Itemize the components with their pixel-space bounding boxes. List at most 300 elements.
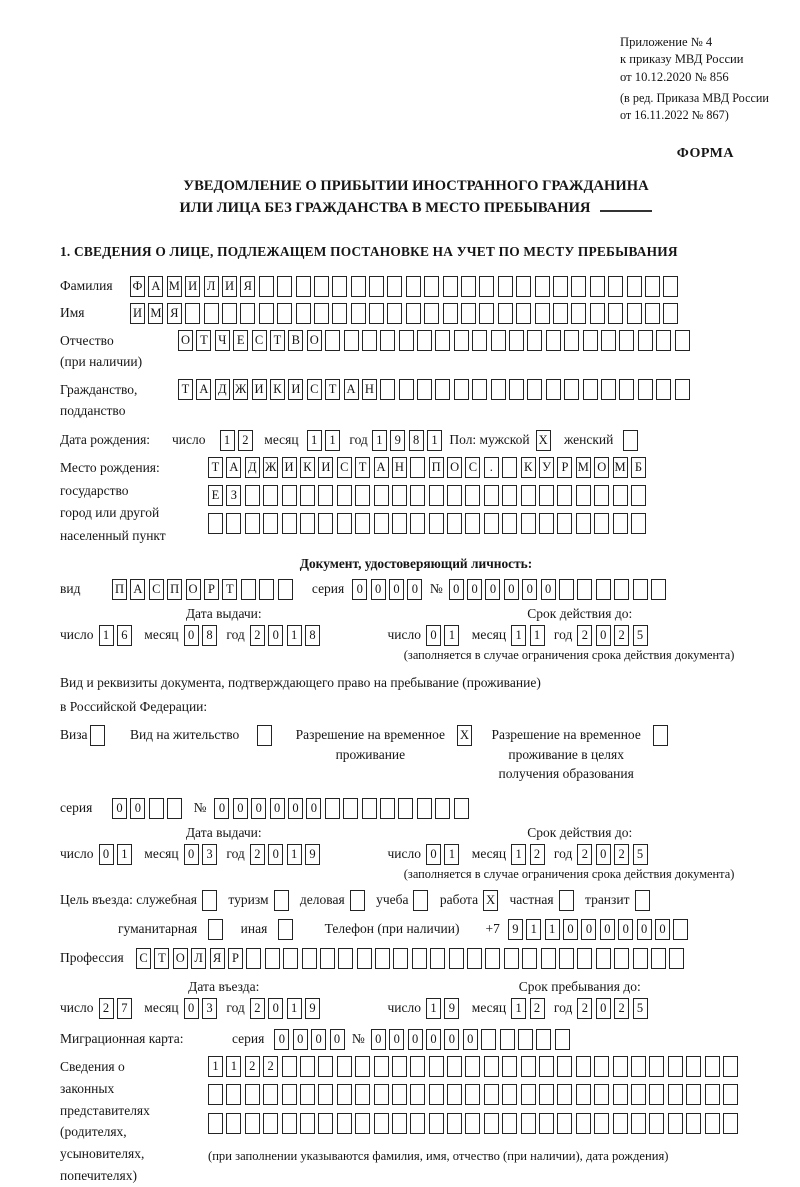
char-cell[interactable] bbox=[498, 276, 513, 297]
char-cell[interactable] bbox=[325, 798, 340, 819]
char-cell[interactable] bbox=[504, 948, 519, 969]
char-cell[interactable] bbox=[374, 1056, 389, 1077]
char-cell[interactable] bbox=[410, 457, 425, 478]
char-cell[interactable]: Л bbox=[204, 276, 219, 297]
char-cell[interactable]: 2 bbox=[263, 1056, 278, 1077]
char-cell[interactable] bbox=[314, 303, 329, 324]
char-cell[interactable]: Б bbox=[631, 457, 646, 478]
char-cell[interactable] bbox=[429, 1113, 444, 1134]
char-cell[interactable] bbox=[633, 948, 648, 969]
char-cell[interactable] bbox=[259, 579, 274, 600]
expiry-day-input[interactable] bbox=[426, 625, 463, 646]
stay-month-input[interactable] bbox=[511, 998, 548, 1019]
char-cell[interactable]: П bbox=[112, 579, 127, 600]
char-cell[interactable] bbox=[627, 276, 642, 297]
char-cell[interactable] bbox=[282, 1056, 297, 1077]
char-cell[interactable] bbox=[619, 330, 634, 351]
char-cell[interactable]: 0 bbox=[655, 919, 670, 940]
char-cell[interactable]: 1 bbox=[511, 844, 526, 865]
char-cell[interactable]: 0 bbox=[389, 579, 404, 600]
char-cell[interactable]: И bbox=[130, 303, 145, 324]
char-cell[interactable] bbox=[399, 330, 414, 351]
char-cell[interactable] bbox=[355, 1113, 370, 1134]
char-cell[interactable]: О bbox=[178, 330, 193, 351]
char-cell[interactable]: 1 bbox=[545, 919, 560, 940]
char-cell[interactable]: А bbox=[148, 276, 163, 297]
char-cell[interactable] bbox=[277, 276, 292, 297]
char-cell[interactable]: П bbox=[167, 579, 182, 600]
char-cell[interactable]: 1 bbox=[99, 625, 114, 646]
char-cell[interactable] bbox=[208, 513, 223, 534]
char-cell[interactable] bbox=[465, 1056, 480, 1077]
char-cell[interactable]: 2 bbox=[530, 844, 545, 865]
char-cell[interactable]: 5 bbox=[633, 625, 648, 646]
char-cell[interactable] bbox=[362, 798, 377, 819]
char-cell[interactable] bbox=[535, 276, 550, 297]
birthplace-line-1[interactable] bbox=[208, 457, 649, 478]
char-cell[interactable] bbox=[539, 1113, 554, 1134]
char-cell[interactable]: 2 bbox=[238, 430, 253, 451]
char-cell[interactable]: 3 bbox=[202, 844, 217, 865]
char-cell[interactable] bbox=[300, 1056, 315, 1077]
char-cell[interactable]: И bbox=[288, 379, 303, 400]
char-cell[interactable]: 0 bbox=[389, 1029, 404, 1050]
char-cell[interactable] bbox=[614, 948, 629, 969]
char-cell[interactable]: С bbox=[337, 457, 352, 478]
char-cell[interactable]: 8 bbox=[305, 625, 320, 646]
patronymic-input[interactable] bbox=[178, 330, 693, 351]
char-cell[interactable]: О bbox=[307, 330, 322, 351]
char-cell[interactable] bbox=[410, 513, 425, 534]
char-cell[interactable] bbox=[410, 1084, 425, 1105]
char-cell[interactable]: 0 bbox=[306, 798, 321, 819]
char-cell[interactable] bbox=[521, 513, 536, 534]
char-cell[interactable] bbox=[518, 1029, 533, 1050]
char-cell[interactable] bbox=[406, 276, 421, 297]
char-cell[interactable] bbox=[465, 513, 480, 534]
char-cell[interactable]: Я bbox=[167, 303, 182, 324]
char-cell[interactable]: С bbox=[252, 330, 267, 351]
char-cell[interactable] bbox=[374, 513, 389, 534]
representatives-line-3[interactable] bbox=[208, 1113, 741, 1134]
char-cell[interactable] bbox=[668, 1056, 683, 1077]
char-cell[interactable]: С bbox=[136, 948, 151, 969]
char-cell[interactable] bbox=[723, 1084, 738, 1105]
char-cell[interactable] bbox=[226, 513, 241, 534]
char-cell[interactable]: 0 bbox=[184, 625, 199, 646]
char-cell[interactable] bbox=[283, 948, 298, 969]
char-cell[interactable] bbox=[357, 948, 372, 969]
char-cell[interactable] bbox=[300, 513, 315, 534]
char-cell[interactable] bbox=[337, 1113, 352, 1134]
char-cell[interactable]: Л bbox=[191, 948, 206, 969]
char-cell[interactable] bbox=[282, 485, 297, 506]
char-cell[interactable]: 0 bbox=[596, 625, 611, 646]
char-cell[interactable] bbox=[343, 798, 358, 819]
char-cell[interactable] bbox=[259, 276, 274, 297]
char-cell[interactable] bbox=[539, 513, 554, 534]
char-cell[interactable]: 9 bbox=[444, 998, 459, 1019]
char-cell[interactable]: А bbox=[344, 379, 359, 400]
char-cell[interactable] bbox=[576, 485, 591, 506]
char-cell[interactable] bbox=[553, 276, 568, 297]
char-cell[interactable] bbox=[502, 513, 517, 534]
char-cell[interactable] bbox=[300, 1113, 315, 1134]
char-cell[interactable]: 0 bbox=[330, 1029, 345, 1050]
char-cell[interactable] bbox=[668, 1113, 683, 1134]
char-cell[interactable]: 0 bbox=[581, 919, 596, 940]
char-cell[interactable]: Т bbox=[178, 379, 193, 400]
char-cell[interactable] bbox=[656, 379, 671, 400]
char-cell[interactable] bbox=[429, 513, 444, 534]
char-cell[interactable] bbox=[208, 919, 223, 940]
char-cell[interactable]: Ч bbox=[215, 330, 230, 351]
char-cell[interactable] bbox=[485, 948, 500, 969]
char-cell[interactable] bbox=[245, 513, 260, 534]
purpose-humanitarian-checkbox[interactable] bbox=[208, 919, 226, 940]
char-cell[interactable] bbox=[461, 276, 476, 297]
char-cell[interactable] bbox=[399, 379, 414, 400]
char-cell[interactable] bbox=[369, 303, 384, 324]
char-cell[interactable]: X bbox=[457, 725, 472, 746]
char-cell[interactable] bbox=[502, 1113, 517, 1134]
char-cell[interactable] bbox=[594, 513, 609, 534]
sex-female-checkbox[interactable] bbox=[623, 430, 641, 451]
char-cell[interactable] bbox=[613, 485, 628, 506]
char-cell[interactable]: К bbox=[270, 379, 285, 400]
char-cell[interactable] bbox=[594, 1084, 609, 1105]
char-cell[interactable]: X bbox=[536, 430, 551, 451]
char-cell[interactable] bbox=[380, 330, 395, 351]
char-cell[interactable] bbox=[185, 303, 200, 324]
char-cell[interactable]: 0 bbox=[352, 579, 367, 600]
residence-issue-year-input[interactable] bbox=[250, 844, 324, 865]
char-cell[interactable]: 1 bbox=[208, 1056, 223, 1077]
char-cell[interactable] bbox=[392, 1113, 407, 1134]
char-cell[interactable]: М bbox=[576, 457, 591, 478]
char-cell[interactable]: Д bbox=[245, 457, 260, 478]
char-cell[interactable] bbox=[226, 1113, 241, 1134]
char-cell[interactable] bbox=[465, 1113, 480, 1134]
doc-series-input[interactable] bbox=[352, 579, 426, 600]
char-cell[interactable] bbox=[424, 276, 439, 297]
profession-input[interactable] bbox=[136, 948, 688, 969]
char-cell[interactable] bbox=[263, 1084, 278, 1105]
char-cell[interactable] bbox=[516, 303, 531, 324]
char-cell[interactable] bbox=[651, 948, 666, 969]
char-cell[interactable]: 8 bbox=[202, 625, 217, 646]
char-cell[interactable] bbox=[539, 1084, 554, 1105]
char-cell[interactable] bbox=[355, 1056, 370, 1077]
char-cell[interactable]: 2 bbox=[250, 625, 265, 646]
char-cell[interactable] bbox=[355, 513, 370, 534]
char-cell[interactable]: 7 bbox=[117, 998, 132, 1019]
char-cell[interactable]: 2 bbox=[577, 844, 592, 865]
char-cell[interactable]: 0 bbox=[371, 1029, 386, 1050]
char-cell[interactable]: Ж bbox=[233, 379, 248, 400]
char-cell[interactable] bbox=[583, 379, 598, 400]
char-cell[interactable]: Т bbox=[222, 579, 237, 600]
char-cell[interactable] bbox=[675, 330, 690, 351]
char-cell[interactable] bbox=[675, 379, 690, 400]
char-cell[interactable] bbox=[355, 1084, 370, 1105]
char-cell[interactable] bbox=[430, 948, 445, 969]
char-cell[interactable]: О bbox=[173, 948, 188, 969]
char-cell[interactable] bbox=[479, 276, 494, 297]
char-cell[interactable] bbox=[645, 303, 660, 324]
purpose-private-checkbox[interactable] bbox=[559, 890, 577, 911]
char-cell[interactable]: 0 bbox=[274, 1029, 289, 1050]
char-cell[interactable] bbox=[594, 485, 609, 506]
char-cell[interactable] bbox=[447, 1084, 462, 1105]
char-cell[interactable] bbox=[559, 890, 574, 911]
char-cell[interactable] bbox=[521, 1113, 536, 1134]
char-cell[interactable]: М bbox=[148, 303, 163, 324]
char-cell[interactable] bbox=[263, 1113, 278, 1134]
char-cell[interactable]: 0 bbox=[112, 798, 127, 819]
char-cell[interactable]: 2 bbox=[245, 1056, 260, 1077]
char-cell[interactable] bbox=[344, 330, 359, 351]
char-cell[interactable]: О bbox=[186, 579, 201, 600]
char-cell[interactable] bbox=[601, 379, 616, 400]
char-cell[interactable] bbox=[318, 1056, 333, 1077]
char-cell[interactable] bbox=[576, 1056, 591, 1077]
char-cell[interactable]: 0 bbox=[293, 1029, 308, 1050]
visa-checkbox[interactable] bbox=[90, 725, 108, 746]
char-cell[interactable]: 0 bbox=[130, 798, 145, 819]
char-cell[interactable] bbox=[259, 303, 274, 324]
char-cell[interactable] bbox=[638, 379, 653, 400]
char-cell[interactable] bbox=[557, 1056, 572, 1077]
char-cell[interactable] bbox=[435, 798, 450, 819]
char-cell[interactable] bbox=[406, 303, 421, 324]
char-cell[interactable] bbox=[278, 579, 293, 600]
char-cell[interactable]: 9 bbox=[390, 430, 405, 451]
char-cell[interactable]: Е bbox=[208, 485, 223, 506]
char-cell[interactable]: 0 bbox=[408, 1029, 423, 1050]
purpose-business-checkbox[interactable] bbox=[350, 890, 368, 911]
char-cell[interactable] bbox=[380, 379, 395, 400]
char-cell[interactable]: К bbox=[521, 457, 536, 478]
char-cell[interactable]: С bbox=[465, 457, 480, 478]
char-cell[interactable] bbox=[645, 276, 660, 297]
char-cell[interactable] bbox=[461, 303, 476, 324]
stay-year-input[interactable] bbox=[577, 998, 651, 1019]
char-cell[interactable]: 0 bbox=[268, 844, 283, 865]
purpose-other-checkbox[interactable] bbox=[278, 919, 296, 940]
char-cell[interactable] bbox=[705, 1084, 720, 1105]
char-cell[interactable] bbox=[410, 1056, 425, 1077]
char-cell[interactable] bbox=[583, 330, 598, 351]
edu-permit-checkbox[interactable] bbox=[653, 725, 671, 746]
char-cell[interactable]: 1 bbox=[372, 430, 387, 451]
char-cell[interactable]: 0 bbox=[268, 998, 283, 1019]
char-cell[interactable]: 1 bbox=[530, 625, 545, 646]
char-cell[interactable]: Я bbox=[240, 276, 255, 297]
char-cell[interactable] bbox=[686, 1056, 701, 1077]
char-cell[interactable] bbox=[502, 1084, 517, 1105]
entry-year-input[interactable] bbox=[250, 998, 324, 1019]
char-cell[interactable] bbox=[638, 330, 653, 351]
char-cell[interactable] bbox=[443, 303, 458, 324]
char-cell[interactable]: 8 bbox=[409, 430, 424, 451]
char-cell[interactable]: 2 bbox=[614, 844, 629, 865]
issue-month-input[interactable] bbox=[184, 625, 221, 646]
char-cell[interactable]: 2 bbox=[99, 998, 114, 1019]
char-cell[interactable] bbox=[479, 303, 494, 324]
migration-series-input[interactable] bbox=[274, 1029, 348, 1050]
char-cell[interactable]: 0 bbox=[463, 1029, 478, 1050]
char-cell[interactable]: 5 bbox=[633, 998, 648, 1019]
char-cell[interactable] bbox=[541, 948, 556, 969]
migration-number-input[interactable] bbox=[371, 1029, 573, 1050]
char-cell[interactable]: 0 bbox=[270, 798, 285, 819]
expiry-year-input[interactable] bbox=[577, 625, 651, 646]
char-cell[interactable] bbox=[300, 1084, 315, 1105]
char-cell[interactable] bbox=[521, 1056, 536, 1077]
char-cell[interactable] bbox=[613, 1084, 628, 1105]
char-cell[interactable] bbox=[594, 1113, 609, 1134]
char-cell[interactable]: 0 bbox=[268, 625, 283, 646]
char-cell[interactable] bbox=[257, 725, 272, 746]
char-cell[interactable] bbox=[454, 379, 469, 400]
char-cell[interactable] bbox=[429, 1084, 444, 1105]
char-cell[interactable] bbox=[417, 330, 432, 351]
char-cell[interactable] bbox=[337, 1056, 352, 1077]
char-cell[interactable]: С bbox=[149, 579, 164, 600]
char-cell[interactable]: 1 bbox=[444, 625, 459, 646]
phone-input[interactable] bbox=[508, 919, 692, 940]
char-cell[interactable]: 5 bbox=[633, 844, 648, 865]
char-cell[interactable]: И bbox=[222, 276, 237, 297]
char-cell[interactable] bbox=[398, 798, 413, 819]
char-cell[interactable] bbox=[325, 330, 340, 351]
char-cell[interactable] bbox=[412, 948, 427, 969]
issue-day-input[interactable] bbox=[99, 625, 136, 646]
char-cell[interactable] bbox=[449, 948, 464, 969]
char-cell[interactable] bbox=[673, 919, 688, 940]
char-cell[interactable] bbox=[516, 276, 531, 297]
char-cell[interactable]: Т bbox=[270, 330, 285, 351]
char-cell[interactable] bbox=[465, 485, 480, 506]
char-cell[interactable]: 0 bbox=[600, 919, 615, 940]
char-cell[interactable] bbox=[536, 1029, 551, 1050]
char-cell[interactable]: 2 bbox=[614, 625, 629, 646]
char-cell[interactable]: 9 bbox=[305, 844, 320, 865]
char-cell[interactable]: 0 bbox=[184, 998, 199, 1019]
char-cell[interactable] bbox=[332, 276, 347, 297]
char-cell[interactable] bbox=[246, 948, 261, 969]
char-cell[interactable]: 0 bbox=[618, 919, 633, 940]
char-cell[interactable] bbox=[226, 1084, 241, 1105]
char-cell[interactable] bbox=[564, 379, 579, 400]
purpose-work-checkbox[interactable] bbox=[483, 890, 501, 911]
char-cell[interactable] bbox=[435, 379, 450, 400]
char-cell[interactable] bbox=[300, 485, 315, 506]
char-cell[interactable] bbox=[613, 1113, 628, 1134]
char-cell[interactable] bbox=[90, 725, 105, 746]
char-cell[interactable]: К bbox=[300, 457, 315, 478]
char-cell[interactable] bbox=[627, 303, 642, 324]
char-cell[interactable] bbox=[392, 1084, 407, 1105]
char-cell[interactable] bbox=[314, 276, 329, 297]
char-cell[interactable] bbox=[633, 579, 648, 600]
char-cell[interactable] bbox=[443, 276, 458, 297]
char-cell[interactable]: 1 bbox=[307, 430, 322, 451]
char-cell[interactable]: 6 bbox=[117, 625, 132, 646]
char-cell[interactable] bbox=[392, 485, 407, 506]
char-cell[interactable] bbox=[387, 276, 402, 297]
char-cell[interactable] bbox=[318, 1113, 333, 1134]
char-cell[interactable] bbox=[557, 513, 572, 534]
char-cell[interactable]: З bbox=[226, 485, 241, 506]
char-cell[interactable]: 0 bbox=[449, 579, 464, 600]
char-cell[interactable] bbox=[167, 798, 182, 819]
residence-issue-day-input[interactable] bbox=[99, 844, 136, 865]
char-cell[interactable]: 1 bbox=[426, 998, 441, 1019]
char-cell[interactable]: Р bbox=[557, 457, 572, 478]
char-cell[interactable] bbox=[337, 485, 352, 506]
char-cell[interactable] bbox=[521, 1084, 536, 1105]
char-cell[interactable] bbox=[332, 303, 347, 324]
char-cell[interactable] bbox=[509, 379, 524, 400]
char-cell[interactable] bbox=[500, 1029, 515, 1050]
residence-expiry-day-input[interactable] bbox=[426, 844, 463, 865]
residence-issue-month-input[interactable] bbox=[184, 844, 221, 865]
char-cell[interactable] bbox=[282, 1084, 297, 1105]
char-cell[interactable] bbox=[590, 276, 605, 297]
char-cell[interactable] bbox=[663, 303, 678, 324]
char-cell[interactable] bbox=[320, 948, 335, 969]
char-cell[interactable]: Р bbox=[204, 579, 219, 600]
char-cell[interactable]: 1 bbox=[117, 844, 132, 865]
char-cell[interactable]: 9 bbox=[508, 919, 523, 940]
char-cell[interactable] bbox=[502, 485, 517, 506]
char-cell[interactable] bbox=[350, 890, 365, 911]
residence-expiry-month-input[interactable] bbox=[511, 844, 548, 865]
char-cell[interactable]: 0 bbox=[426, 844, 441, 865]
char-cell[interactable] bbox=[435, 330, 450, 351]
char-cell[interactable]: 2 bbox=[250, 844, 265, 865]
char-cell[interactable] bbox=[576, 513, 591, 534]
char-cell[interactable]: О bbox=[594, 457, 609, 478]
char-cell[interactable] bbox=[351, 303, 366, 324]
char-cell[interactable] bbox=[594, 1056, 609, 1077]
char-cell[interactable]: Н bbox=[392, 457, 407, 478]
char-cell[interactable] bbox=[413, 890, 428, 911]
char-cell[interactable] bbox=[590, 303, 605, 324]
char-cell[interactable]: . bbox=[484, 457, 499, 478]
char-cell[interactable] bbox=[564, 330, 579, 351]
birth-year-input[interactable] bbox=[372, 430, 446, 451]
char-cell[interactable]: А bbox=[226, 457, 241, 478]
char-cell[interactable] bbox=[656, 330, 671, 351]
char-cell[interactable] bbox=[204, 303, 219, 324]
char-cell[interactable] bbox=[502, 457, 517, 478]
char-cell[interactable] bbox=[686, 1113, 701, 1134]
char-cell[interactable] bbox=[263, 485, 278, 506]
char-cell[interactable] bbox=[296, 303, 311, 324]
char-cell[interactable] bbox=[631, 1113, 646, 1134]
char-cell[interactable] bbox=[546, 379, 561, 400]
char-cell[interactable]: X bbox=[483, 890, 498, 911]
representatives-line-2[interactable] bbox=[208, 1084, 741, 1105]
char-cell[interactable]: 0 bbox=[426, 1029, 441, 1050]
char-cell[interactable] bbox=[539, 1056, 554, 1077]
char-cell[interactable]: 9 bbox=[305, 998, 320, 1019]
char-cell[interactable]: 0 bbox=[596, 844, 611, 865]
char-cell[interactable]: И bbox=[252, 379, 267, 400]
